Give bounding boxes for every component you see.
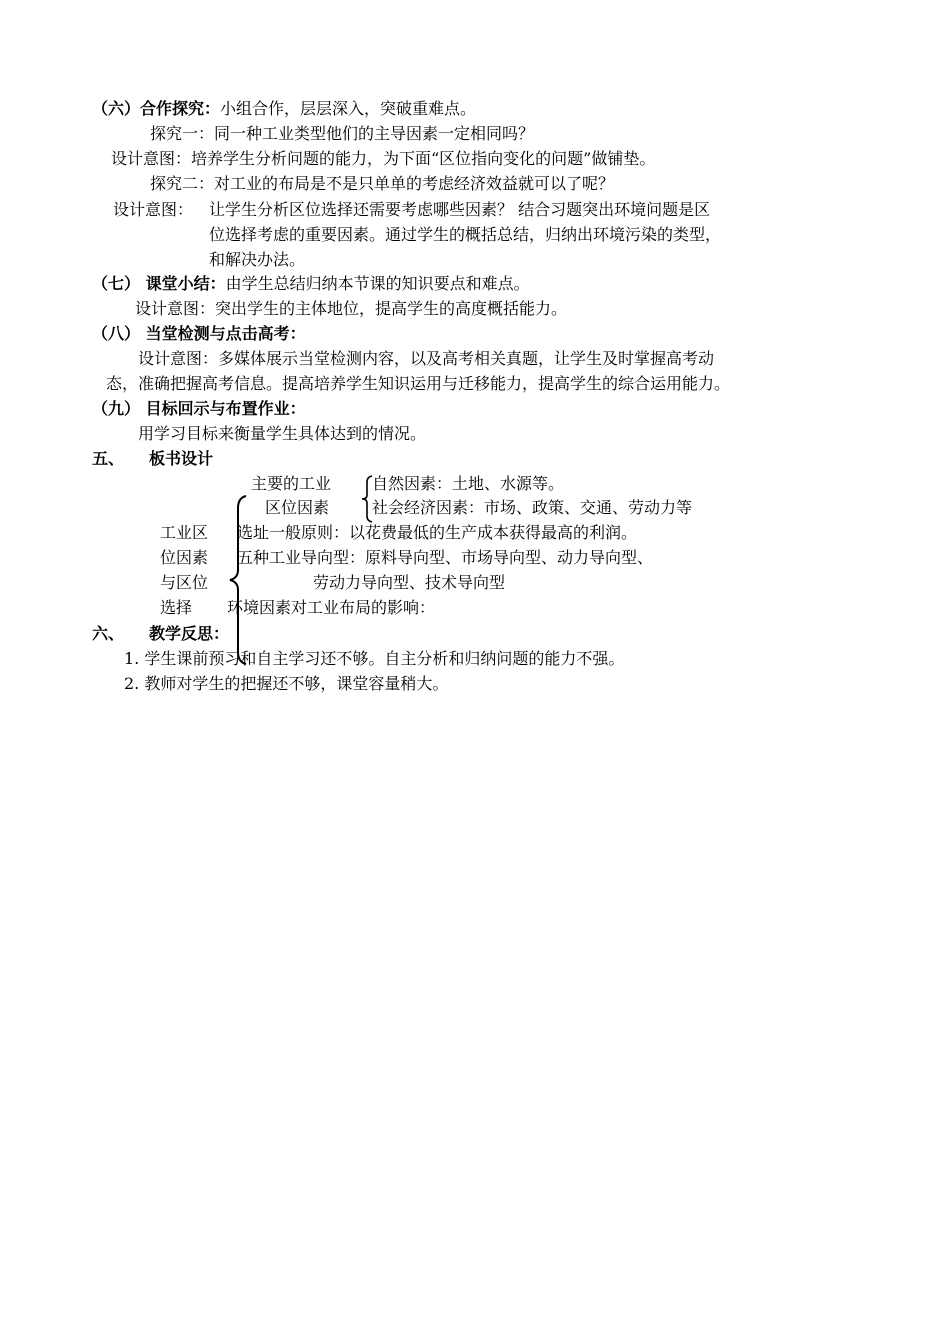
section8-intent-line1: 设计意图：多媒体展示当堂检测内容，以及高考相关真题，让学生及时掌握高考动 <box>138 349 715 368</box>
board-left-4: 选择 <box>160 598 193 617</box>
board-principle: 选址一般原则：以花费最低的生产成本获得最高的利润。 <box>237 523 638 542</box>
section6-line <box>92 98 476 120</box>
section8-intent-line2: 态，准确把握高考信息。提高培养学生知识运用与迁移能力，提高学生的综合运用能力。 <box>106 374 731 393</box>
section6-text: 小组合作，层层深入，突破重难点。 <box>220 99 477 118</box>
intent-2-line3: 和解决办法。 <box>209 250 306 269</box>
board-socio: 社会经济因素：市场、政策、交通、劳动力等 <box>372 498 693 517</box>
board-left-3: 与区位 <box>160 573 209 592</box>
board-left-1: 工业区 <box>160 523 209 542</box>
board-right-brace <box>360 474 374 524</box>
board-env: 环境因素对工业布局的影响： <box>227 598 436 617</box>
reflect-heading-num: 六、 <box>92 624 125 643</box>
board-left-2: 位因素 <box>160 548 209 567</box>
board-left-brace <box>226 494 250 666</box>
board-orient-1: 五种工业导向型：原料导向型、市场导向型、动力导向型、 <box>237 548 654 567</box>
section9-heading: （九） 目标回示与布置作业： <box>92 399 306 418</box>
section7-text: 由学生总结归纳本节课的知识要点和难点。 <box>225 274 530 293</box>
section6-heading: （六）合作探究： <box>92 99 221 118</box>
board-heading-num: 五、 <box>92 449 125 468</box>
section8-heading: （八） 当堂检测与点击高考： <box>92 324 306 343</box>
intent-2-label: 设计意图： <box>113 200 194 219</box>
inquiry-1: 探究一：同一种工业类型他们的主导因素一定相同吗？ <box>150 124 535 143</box>
section9-text: 用学习目标来衡量学生具体达到的情况。 <box>138 424 427 443</box>
reflect-item-1: 1. 学生课前预习和自主学习还不够。自主分析和归纳问题的能力不强。 <box>124 649 625 668</box>
reflect-item-2: 2. 教师对学生的把握还不够，课堂容量稍大。 <box>124 674 449 693</box>
board-heading: 板书设计 <box>149 449 214 468</box>
section7-intent: 设计意图：突出学生的主体地位，提高学生的高度概括能力。 <box>135 299 568 318</box>
intent-2-line2: 位选择考虑的重要因素。通过学生的概括总结，归纳出环境污染的类型， <box>209 225 722 244</box>
section7-line <box>92 273 530 295</box>
reflect-heading: 教学反思： <box>149 624 230 643</box>
board-main-label-2: 区位因素 <box>265 498 330 517</box>
intent-1: 设计意图：培养学生分析问题的能力，为下面“区位指向变化的问题”做铺垫。 <box>111 149 656 168</box>
board-orient-2: 劳动力导向型、技术导向型 <box>313 573 506 592</box>
board-main-label-1: 主要的工业 <box>251 474 332 493</box>
section7-heading: （七） 课堂小结： <box>92 274 226 293</box>
intent-2-line1: 让学生分析区位选择还需要考虑哪些因素？ 结合习题突出环境问题是区 <box>209 200 711 219</box>
board-natural: 自然因素：土地、水源等。 <box>372 474 565 493</box>
inquiry-2: 探究二：对工业的布局是不是只单单的考虑经济效益就可以了呢？ <box>150 174 615 193</box>
